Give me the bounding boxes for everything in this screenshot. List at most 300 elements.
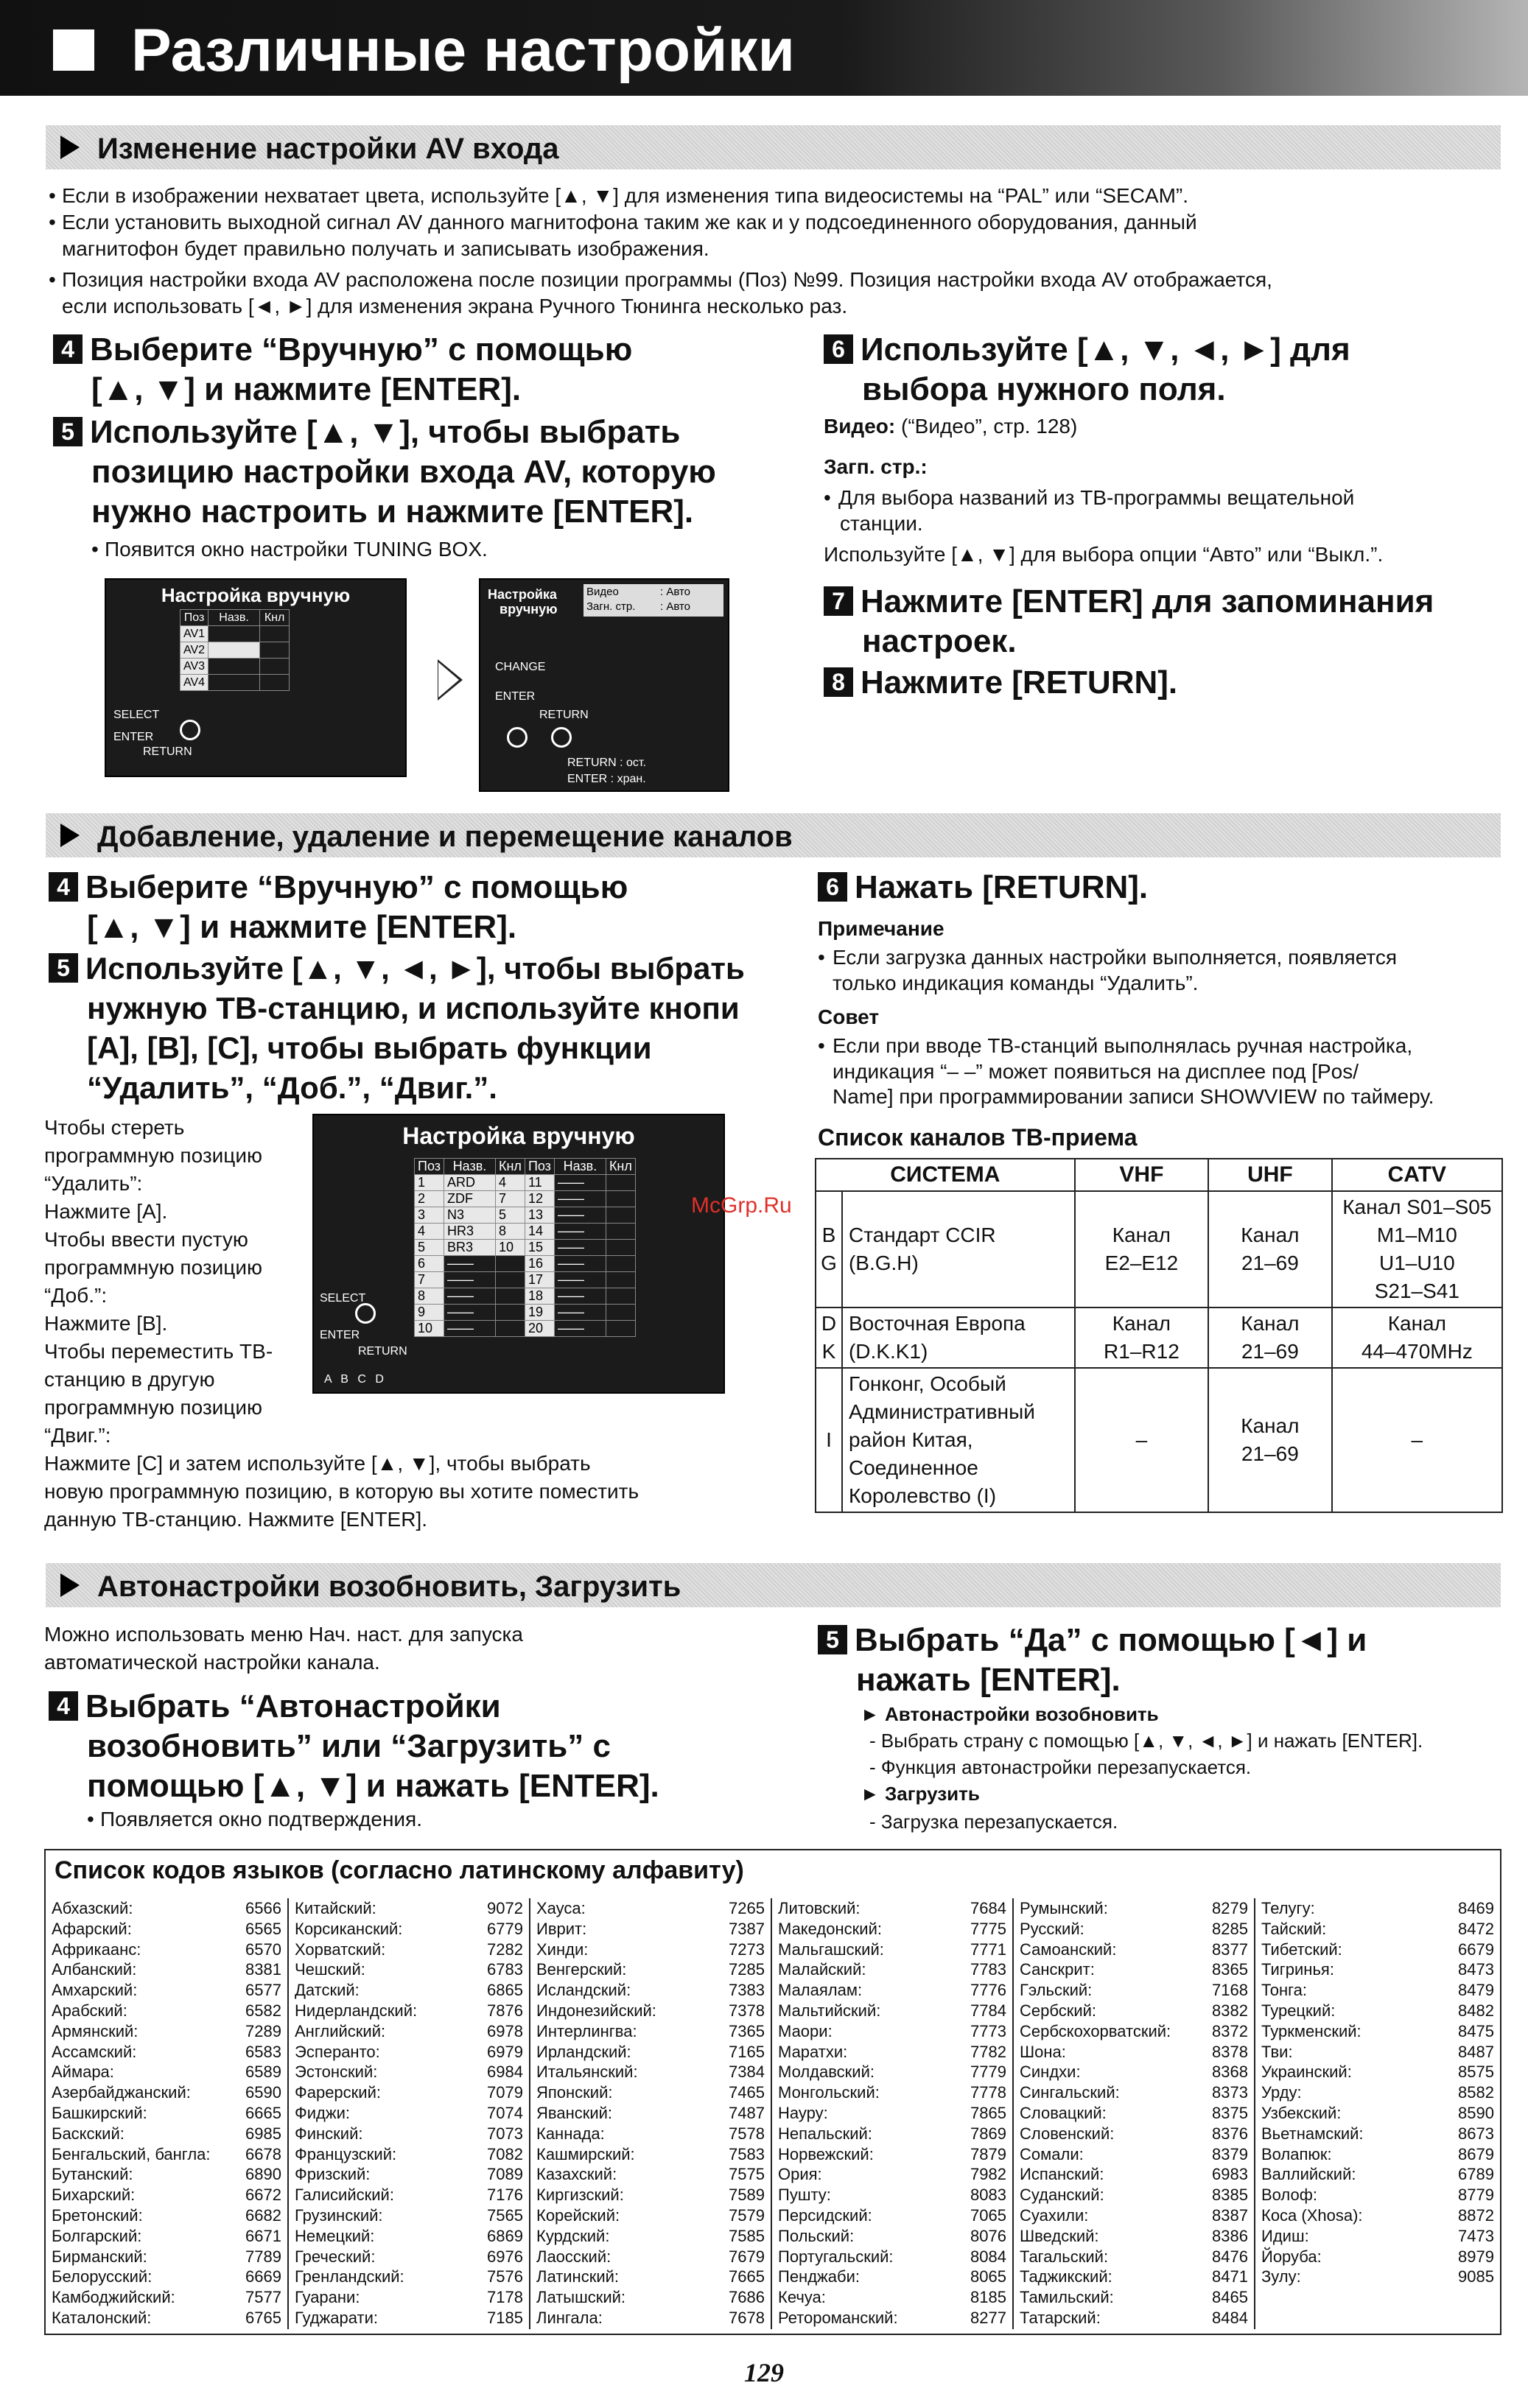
- language-name: Исландский:: [536, 1981, 631, 2000]
- language-name: Греческий:: [295, 2247, 376, 2266]
- language-row: [778, 2082, 1006, 2103]
- language-row: [778, 2226, 1006, 2247]
- language-name: Литовский:: [778, 1899, 861, 1917]
- language-row: [1020, 2001, 1248, 2021]
- step-4: 4 Выберите “Вручную” с помощью [▲, ▼] и нажмите [ENTER].: [49, 868, 785, 947]
- language-row: [52, 1898, 281, 1919]
- language-code: 6978: [487, 2021, 523, 2040]
- language-row: [1261, 2247, 1494, 2267]
- language-row: [1261, 2226, 1494, 2247]
- language-row: [295, 2001, 523, 2021]
- language-code: 6865: [487, 1981, 523, 2000]
- change-label: CHANGE: [495, 661, 546, 673]
- language-code: 7185: [487, 2309, 523, 2327]
- language-name: Нидерландский:: [295, 2001, 418, 2020]
- language-name: Тамильский:: [1020, 2288, 1114, 2307]
- language-code: 6679: [1458, 1940, 1494, 1959]
- step-5: 5 Используйте [▲, ▼, ◄, ►], чтобы выбрать нужную ТВ-станцию, и используйте кнопи [A], [B], [C], чтобы выбрать функции “Удалить”, “Доб.”, “Двиг.”.: [49, 949, 815, 1108]
- language-code: 8575: [1458, 2063, 1494, 2082]
- language-name: Итальянский:: [536, 2063, 638, 2082]
- language-name: Португальский:: [778, 2247, 894, 2266]
- language-code: 7176: [487, 2186, 523, 2205]
- language-name: Татарский:: [1020, 2309, 1101, 2327]
- screen-row: 7 —— 17 ——: [415, 1272, 636, 1288]
- language-code: 8285: [1212, 1919, 1248, 1938]
- section-av-input-header: [46, 125, 1501, 169]
- language-name: Йоруба:: [1261, 2247, 1322, 2266]
- language-name: Бутанский:: [52, 2165, 133, 2184]
- language-name: Африкаанс:: [52, 1940, 141, 1959]
- language-row: [778, 2247, 1006, 2267]
- language-row: [536, 2103, 765, 2124]
- language-row: [1020, 2062, 1248, 2082]
- enter-label: ENTER: [320, 1329, 360, 1341]
- language-row: [536, 2226, 765, 2247]
- language-code: 7665: [729, 2267, 765, 2286]
- bullet-item-cont: магнитофон будет правильно получать и записывать изображения.: [62, 237, 709, 260]
- language-row: [1020, 2103, 1248, 2124]
- language-code: 7775: [970, 1919, 1006, 1938]
- title-bar: [0, 0, 1528, 96]
- language-name: Сербскохорватский:: [1020, 2021, 1171, 2040]
- language-row: [52, 1919, 281, 1940]
- language-row: [778, 2205, 1006, 2226]
- language-name: Тви:: [1261, 2042, 1293, 2061]
- language-row: [536, 1898, 765, 1919]
- tip-heading: Совет: [818, 1005, 880, 1028]
- language-code: 6890: [245, 2165, 281, 2184]
- language-name: Малайский:: [778, 1960, 866, 1979]
- language-name: Камбоджийский:: [52, 2288, 175, 2307]
- note-heading: Примечание: [818, 917, 945, 940]
- language-code: 7686: [729, 2288, 765, 2307]
- language-name: Маратхи:: [778, 2042, 848, 2061]
- language-row: [295, 2103, 523, 2124]
- language-name: Шона:: [1020, 2042, 1066, 2061]
- language-code: 7282: [487, 1940, 523, 1959]
- language-code: 8469: [1458, 1899, 1494, 1917]
- language-row: [52, 2308, 281, 2328]
- language-code: 8279: [1212, 1899, 1248, 1917]
- language-name: Идиш:: [1261, 2226, 1309, 2245]
- language-row: [536, 1940, 765, 1960]
- language-row: [1020, 2185, 1248, 2205]
- language-name: Бенгальский, бангла:: [52, 2144, 211, 2163]
- language-row: [1261, 2144, 1494, 2165]
- language-name: Румынский:: [1020, 1899, 1108, 1917]
- language-column: [1012, 1898, 1254, 2329]
- language-code: 8377: [1212, 1940, 1248, 1959]
- language-name: Курдский:: [536, 2226, 610, 2245]
- language-row: [1261, 2267, 1494, 2287]
- language-name: Каннада:: [536, 2124, 605, 2143]
- language-row: [1020, 2226, 1248, 2247]
- language-row: [536, 1959, 765, 1980]
- language-code: 8872: [1458, 2206, 1494, 2225]
- language-code: 7782: [970, 2042, 1006, 2061]
- dial-icon: [355, 1303, 376, 1324]
- language-name: Гуарани:: [295, 2288, 360, 2307]
- language-row: [536, 2124, 765, 2144]
- language-code: 7378: [729, 2001, 765, 2020]
- language-row: [295, 2144, 523, 2165]
- play-triangle-icon: [60, 1573, 80, 1597]
- language-row: [778, 2042, 1006, 2063]
- language-code: 6678: [245, 2144, 281, 2163]
- language-row: [536, 1980, 765, 2001]
- intro-text: Можно использовать меню Нач. наст. для запуска автоматической настройки канала.: [44, 1623, 523, 1674]
- language-code: 8465: [1212, 2288, 1248, 2307]
- language-row: [536, 2021, 765, 2042]
- language-name: Тигринья:: [1261, 1960, 1334, 1979]
- language-name: Телугу:: [1261, 1899, 1315, 1917]
- language-name: Галисийский:: [295, 2186, 394, 2205]
- language-code: 7565: [487, 2206, 523, 2225]
- language-code: 7178: [487, 2288, 523, 2307]
- language-row: [1020, 2021, 1248, 2042]
- bullet-item: • Если в изображении нехватает цвета, используйте [▲, ▼] для изменения типа видеосистемы на “PAL” или “SECAM”.: [49, 184, 1189, 207]
- language-code: 8487: [1458, 2042, 1494, 2061]
- language-code: 7679: [729, 2247, 765, 2266]
- tuning-screen-2: Настройка вручную Видео : Авто Загн. стр. : Авто CHANGE ENTER RETURN RETURN : ост. ENTER : хран.: [479, 578, 729, 792]
- language-row: [52, 2001, 281, 2021]
- language-row: [536, 2062, 765, 2082]
- language-code: 7784: [970, 2001, 1006, 2020]
- language-name: Киргизский:: [536, 2186, 624, 2205]
- language-code: 8372: [1212, 2021, 1248, 2040]
- step-number: 8: [824, 667, 853, 697]
- language-code: 8475: [1458, 2021, 1494, 2040]
- language-name: Интерлингва:: [536, 2021, 637, 2040]
- step-number: 7: [824, 586, 853, 616]
- language-row: [1261, 2021, 1494, 2042]
- language-code: 8365: [1212, 1960, 1248, 1979]
- language-name: Албанский:: [52, 1960, 137, 1979]
- language-row: [778, 2001, 1006, 2021]
- language-name: Фризский:: [295, 2165, 371, 2184]
- language-row: [52, 1940, 281, 1960]
- step-note: • Появляется окно подтверждения.: [87, 1808, 422, 1830]
- language-name: Тонга:: [1261, 1981, 1307, 2000]
- language-row: [536, 2267, 765, 2287]
- language-name: Яванский:: [536, 2104, 613, 2122]
- language-row: [1020, 2164, 1248, 2185]
- language-row: [778, 2308, 1006, 2328]
- language-row: [778, 1980, 1006, 2001]
- language-code: 7487: [729, 2104, 765, 2122]
- language-name: Аймара:: [52, 2063, 114, 2082]
- language-row: [778, 2185, 1006, 2205]
- language-name: Латинский:: [536, 2267, 620, 2286]
- language-name: Датский:: [295, 1981, 360, 2000]
- page-title: Различные настройки: [131, 17, 795, 84]
- language-codes-title: Список кодов языков (согласно латинскому алфавиту): [55, 1856, 744, 1884]
- language-name: Абхазский:: [52, 1899, 133, 1917]
- language-code: 7776: [970, 1981, 1006, 2000]
- language-row: [52, 2062, 281, 2082]
- auto-heading: ► Автонастройки возобновить: [861, 1703, 1159, 1725]
- language-name: Турецкий:: [1261, 2001, 1336, 2020]
- step-number: 4: [49, 872, 78, 902]
- language-code: 7289: [245, 2021, 281, 2040]
- language-row: [1261, 2164, 1494, 2185]
- language-name: Корсиканский:: [295, 1919, 403, 1938]
- step-8: 8 Нажмите [RETURN].: [824, 663, 1501, 703]
- tuning-screen-1: [105, 578, 407, 777]
- language-row: [778, 2021, 1006, 2042]
- language-code: 7778: [970, 2083, 1006, 2102]
- language-row: [52, 1980, 281, 2001]
- language-code: 8479: [1458, 1981, 1494, 2000]
- zagn-bullet: • Для выбора названий из ТВ-программы вещательной: [824, 486, 1355, 509]
- language-code: 7576: [487, 2267, 523, 2286]
- language-row: [52, 2021, 281, 2042]
- language-name: Тагальский:: [1020, 2247, 1109, 2266]
- language-code: 7869: [970, 2124, 1006, 2143]
- language-code: 7579: [729, 2206, 765, 2225]
- step-6: 6 Нажать [RETURN].: [818, 868, 1481, 908]
- language-name: Пенджаби:: [778, 2267, 860, 2286]
- language-name: Амхарский:: [52, 1981, 138, 2000]
- language-code: 7575: [729, 2165, 765, 2184]
- language-name: Гренландский:: [295, 2267, 404, 2286]
- language-row: [52, 2226, 281, 2247]
- language-code: 6671: [245, 2226, 281, 2245]
- language-name: Хорватский:: [295, 1940, 386, 1959]
- col-header: СИСТЕМА: [816, 1159, 1075, 1191]
- language-name: Ирландский:: [536, 2042, 631, 2061]
- language-code: 6682: [245, 2206, 281, 2225]
- language-code: 8065: [970, 2267, 1006, 2286]
- language-code: 7265: [729, 1899, 765, 1917]
- language-name: Фиджи:: [295, 2104, 350, 2122]
- setting-box: Видео : Авто Загн. стр. : Авто: [583, 584, 723, 617]
- manual-tuning-screen: [312, 1114, 725, 1394]
- language-code: 8381: [245, 1960, 281, 1979]
- screen-row: 6 —— 16 ——: [415, 1256, 636, 1272]
- language-code: 6979: [487, 2042, 523, 2061]
- language-column: [287, 1898, 529, 2329]
- language-row: [778, 1919, 1006, 1940]
- language-code: 7865: [970, 2104, 1006, 2122]
- language-code: 8387: [1212, 2206, 1248, 2225]
- language-code: 7473: [1458, 2226, 1494, 2245]
- screen-title: Настройка вручную: [402, 1123, 635, 1149]
- language-name: Азербайджанский:: [52, 2083, 191, 2102]
- language-name: Венгерский:: [536, 1960, 627, 1979]
- language-row: [1020, 2205, 1248, 2226]
- language-row: [1020, 2287, 1248, 2308]
- step-number: 4: [49, 1691, 78, 1721]
- language-code: 6983: [1212, 2165, 1248, 2184]
- language-name: Волапюк:: [1261, 2144, 1332, 2163]
- language-name: Украинский:: [1261, 2063, 1352, 2082]
- language-code: 7585: [729, 2226, 765, 2245]
- language-name: Финский:: [295, 2124, 363, 2143]
- language-row: [536, 2205, 765, 2226]
- language-name: Бихарский:: [52, 2186, 136, 2205]
- language-name: Лаосский:: [536, 2247, 611, 2266]
- language-row: [1020, 1980, 1248, 2001]
- language-name: Сингальский:: [1020, 2083, 1120, 2102]
- play-triangle-icon: [60, 136, 80, 159]
- language-row: [1261, 2001, 1494, 2021]
- language-row: [295, 2226, 523, 2247]
- language-code: 6672: [245, 2186, 281, 2205]
- step-number: 6: [824, 334, 853, 364]
- language-name: Урду:: [1261, 2083, 1302, 2102]
- language-name: Мальтийский:: [778, 2001, 881, 2020]
- language-code: 7583: [729, 2144, 765, 2163]
- language-row: [536, 2001, 765, 2021]
- language-code: 8472: [1458, 1919, 1494, 1938]
- language-code: 6583: [245, 2042, 281, 2061]
- select-label: SELECT: [320, 1292, 366, 1305]
- screen-row: 8 —— 18 ——: [415, 1288, 636, 1305]
- step-number: 5: [49, 953, 78, 983]
- language-row: [1261, 2124, 1494, 2144]
- language-name: Башкирский:: [52, 2104, 147, 2122]
- language-code: 7773: [970, 2021, 1006, 2040]
- language-code: 8076: [970, 2226, 1006, 2245]
- language-code: 6984: [487, 2063, 523, 2082]
- screen-row: 2 ZDF 7 12 ——: [415, 1191, 636, 1207]
- language-name: Лингала:: [536, 2309, 603, 2327]
- language-row: [295, 1898, 523, 1919]
- language-row: [1261, 1980, 1494, 2001]
- language-row: [536, 1919, 765, 1940]
- language-code: 7578: [729, 2124, 765, 2143]
- language-row: [295, 1980, 523, 2001]
- language-row: [52, 2144, 281, 2165]
- language-name: Персидский:: [778, 2206, 872, 2225]
- language-name: Сомали:: [1020, 2144, 1084, 2163]
- language-name: Гуджарати:: [295, 2309, 378, 2327]
- language-row: [295, 2082, 523, 2103]
- language-name: Ретороманский:: [778, 2309, 898, 2327]
- step-4: 4 Выбрать “Автонастройки возобновить” или “Загрузить” с помощью [▲, ▼] и нажать [ENTER].: [49, 1687, 800, 1806]
- language-code: 8476: [1212, 2247, 1248, 2266]
- language-code: 6590: [245, 2083, 281, 2102]
- zagn-text: Используйте [▲, ▼] для выбора опции “Авто” или “Выкл.”.: [824, 543, 1384, 566]
- func-description: Чтобы стереть программную позицию “Удалить”: Нажмите [A]. Чтобы ввести пустую программную позицию “Доб.”: Нажмите [B]. Чтобы переместить ТВ- станцию в другую программную позицию “Двиг.”:: [44, 1116, 273, 1447]
- language-name: Казахский:: [536, 2165, 617, 2184]
- language-name: Узбекский:: [1261, 2104, 1342, 2122]
- language-code: 8378: [1212, 2042, 1248, 2061]
- language-name: Пушту:: [778, 2186, 831, 2205]
- func-description-bottom: Нажмите [C] и затем используйте [▲, ▼], чтобы выбрать новую программную позицию, в которую вы хотите поместить данную ТВ-станцию. Нажмите [ENTER].: [44, 1452, 639, 1531]
- language-row: [536, 2144, 765, 2165]
- language-row: [52, 2287, 281, 2308]
- language-name: Корейский:: [536, 2206, 620, 2225]
- language-row: [295, 2124, 523, 2144]
- language-row: [1261, 2082, 1494, 2103]
- language-column: [529, 1898, 771, 2329]
- language-name: Шведский:: [1020, 2226, 1099, 2245]
- language-row: [52, 2082, 281, 2103]
- language-row: [1261, 2103, 1494, 2124]
- bullet-item: • Если установить выходной сигнал AV данного магнитофона таким же как и у подсоединенного оборудования, данный: [49, 211, 1197, 234]
- language-code: 8185: [970, 2288, 1006, 2307]
- language-row: [1020, 2144, 1248, 2165]
- language-code: 8379: [1212, 2144, 1248, 2163]
- next-arrow-inner: [438, 662, 459, 698]
- language-code: 7074: [487, 2104, 523, 2122]
- language-name: Самоанский:: [1020, 1940, 1117, 1959]
- language-row: [295, 2021, 523, 2042]
- language-name: Русский:: [1020, 1919, 1084, 1938]
- table-row: B G Стандарт CCIR (B.G.H) Канал E2–E12 Канал 21–69 Канал S01–S05 M1–M10 U1–U10 S21–S41: [816, 1191, 1502, 1307]
- load-heading: ► Загрузить: [861, 1783, 980, 1805]
- language-row: [52, 2247, 281, 2267]
- step-6: 6 Используйте [▲, ▼, ◄, ►] для выбора нужного поля.: [824, 330, 1501, 410]
- step-number: 5: [53, 417, 83, 446]
- language-row: [295, 2308, 523, 2328]
- return-label: RETURN: [539, 709, 589, 721]
- section-channels-header: [46, 813, 1501, 857]
- language-row: [295, 2287, 523, 2308]
- language-name: Каталонский:: [52, 2309, 152, 2327]
- language-row: [52, 2267, 281, 2287]
- language-row: [536, 2082, 765, 2103]
- language-name: Словенский:: [1020, 2124, 1115, 2143]
- language-row: [52, 2205, 281, 2226]
- language-code: 6665: [245, 2104, 281, 2122]
- enter-label: ENTER: [495, 690, 536, 703]
- language-code: 7384: [729, 2063, 765, 2082]
- screen-row: 5 BR3 10 15 ——: [415, 1240, 636, 1256]
- language-code: 7779: [970, 2063, 1006, 2082]
- language-row: [778, 1898, 1006, 1919]
- language-name: Санскрит:: [1020, 1960, 1095, 1979]
- language-code: 8679: [1458, 2144, 1494, 2163]
- language-name: Кечуа:: [778, 2288, 826, 2307]
- abcd-buttons: A B C D: [324, 1373, 387, 1386]
- select-label: SELECT: [113, 709, 160, 721]
- language-row: [295, 1919, 523, 1940]
- col-header: VHF: [1075, 1159, 1208, 1191]
- language-name: Хауса:: [536, 1899, 586, 1917]
- language-row: [778, 1940, 1006, 1960]
- language-row: [52, 2124, 281, 2144]
- section-heading: Добавление, удаление и перемещение каналов: [97, 821, 793, 853]
- language-code: 7365: [729, 2021, 765, 2040]
- language-code: 7879: [970, 2144, 1006, 2163]
- language-name: Зулу:: [1261, 2267, 1301, 2286]
- language-row: [778, 1959, 1006, 1980]
- language-name: Английский:: [295, 2021, 386, 2040]
- section-heading: Автонастройки возобновить, Загрузить: [97, 1570, 681, 1603]
- page-number: 129: [744, 2358, 784, 2387]
- language-name: Японский:: [536, 2083, 613, 2102]
- language-name: Грузинский:: [295, 2206, 383, 2225]
- enter-label: ENTER: [113, 731, 154, 743]
- language-name: Испанский:: [1020, 2165, 1104, 2184]
- language-name: Мальгашский:: [778, 1940, 884, 1959]
- language-code: 6566: [245, 1899, 281, 1917]
- language-code: 7168: [1212, 1981, 1248, 2000]
- language-row: [1020, 1959, 1248, 1980]
- language-row: [1261, 1919, 1494, 1940]
- language-name: Белорусский:: [52, 2267, 153, 2286]
- language-row: [295, 2042, 523, 2063]
- language-row: [52, 2185, 281, 2205]
- language-name: Бирманский:: [52, 2247, 147, 2266]
- title-square-icon: [53, 29, 94, 71]
- language-row: [295, 2062, 523, 2082]
- language-code: 6765: [245, 2309, 281, 2327]
- language-row: [536, 2247, 765, 2267]
